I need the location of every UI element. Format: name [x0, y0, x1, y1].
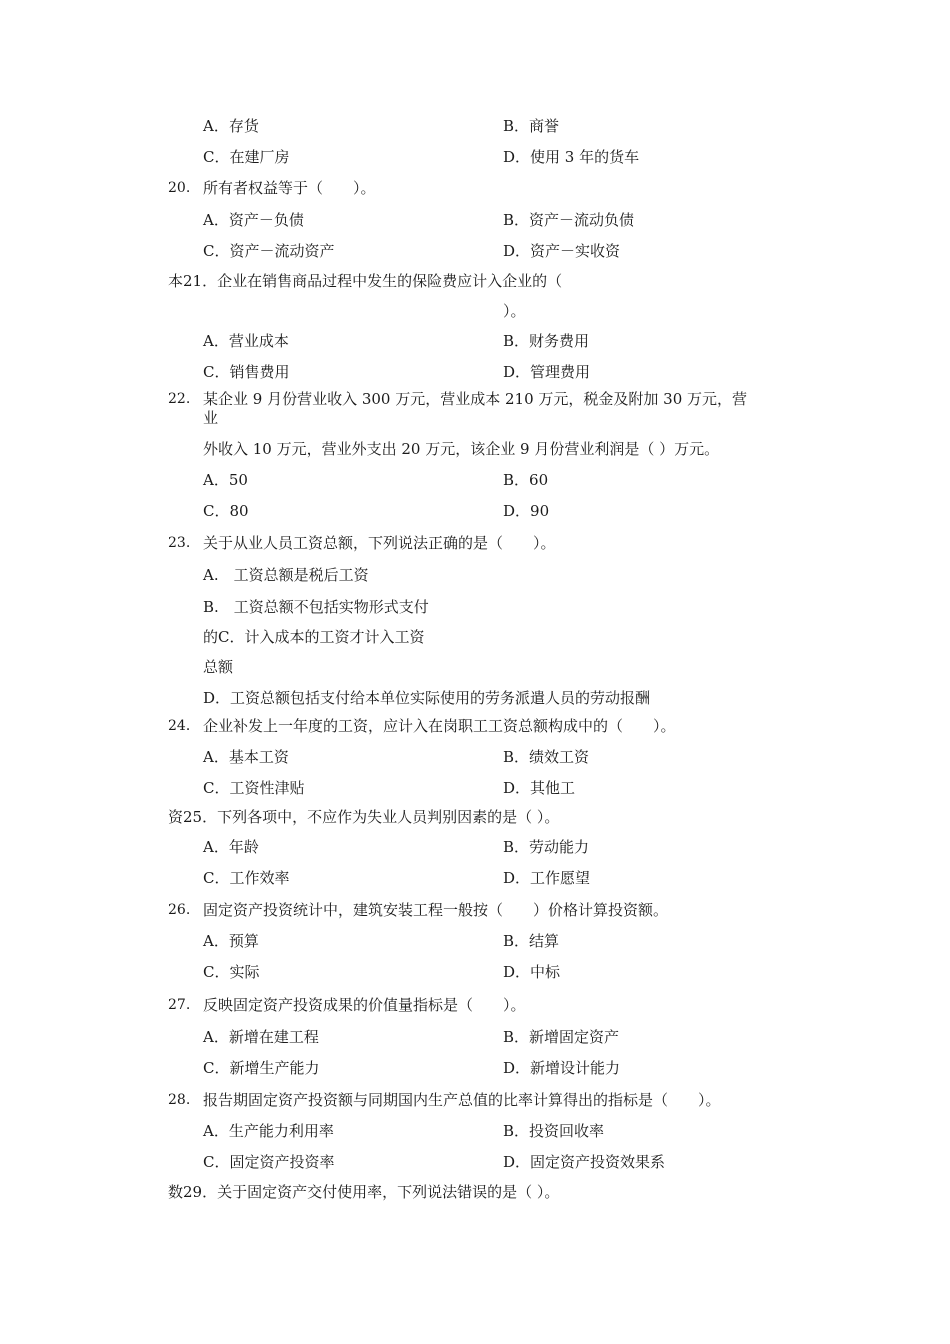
q26-option-b: B．结算: [503, 932, 560, 950]
q21-option-d: D．管理费用: [503, 363, 591, 381]
q25-option-b: B．劳动能力: [503, 838, 590, 856]
q19-option-b: B．商誉: [503, 117, 560, 135]
q27-option-d: D．新增设计能力: [503, 1059, 621, 1077]
q22-option-d: D．90: [503, 502, 550, 520]
q22-option-a: A．50: [203, 471, 248, 489]
q21-option-a: A．营业成本: [203, 332, 289, 350]
q24-option-c: C．工资性津贴: [203, 779, 305, 797]
q20-option-a: A．资产－负债: [203, 211, 304, 229]
q24-option-a: A．基本工资: [203, 748, 289, 766]
q24-number: 24．: [168, 718, 200, 734]
q27-option-a: A．新增在建工程: [203, 1028, 319, 1046]
q27-number: 27.: [168, 997, 191, 1013]
q20-stem: 所有者权益等于（ ）。: [203, 179, 376, 197]
q25-option-d: D．工作愿望: [503, 869, 591, 887]
q28-stem: 报告期固定资产投资额与同期国内生产总值的比率计算得出的指标是（ ）。: [203, 1091, 721, 1109]
q22-stem-line1-wrap: 业: [203, 409, 219, 427]
q26-option-a: A．预算: [203, 932, 259, 950]
q29-stem: 数29．关于固定资产交付使用率，下列说法错误的是（ ）。: [168, 1183, 560, 1201]
q27-option-b: B．新增固定资产: [503, 1028, 620, 1046]
q28-option-b: B．投资回收率: [503, 1122, 605, 1140]
q28-number: 28.: [168, 1092, 191, 1108]
q25-stem: 资25．下列各项中，不应作为失业人员判别因素的是（ ）。: [168, 808, 560, 826]
q26-number: 26.: [168, 902, 191, 918]
q22-stem-line1: 某企业 9 月份营业收入 300 万元，营业成本 210 万元，税金及附加 30 万元，营: [203, 390, 748, 408]
q22-stem-line2: 外收入 10 万元，营业外支出 20 万元，该企业 9 月份营业利润是（ ）万元。: [203, 440, 720, 458]
q28-option-a: A．生产能力利用率: [203, 1122, 334, 1140]
q23-option-c: 的C．计入成本的工资才计入工资: [203, 628, 425, 646]
q23-option-a: A. 工资总额是税后工资: [203, 566, 369, 584]
q21-option-b: B．财务费用: [503, 332, 590, 350]
q23-option-b: B. 工资总额不包括实物形式支付: [203, 598, 429, 616]
q24-stem: 企业补发上一年度的工资，应计入在岗职工工资总额构成中的（ ）。: [203, 717, 676, 735]
q19-option-d: D．使用 3 年的货车: [503, 148, 640, 166]
q27-stem: 反映固定资产投资成果的价值量指标是（ ）。: [203, 996, 526, 1014]
q20-option-d: D．资产－实收资: [503, 242, 621, 260]
q23-option-d: D．工资总额包括支付给本单位实际使用的劳务派遣人员的劳动报酬: [203, 689, 651, 707]
q24-option-b: B．绩效工资: [503, 748, 590, 766]
q28-option-d: D．固定资产投资效果系: [503, 1153, 666, 1171]
q22-option-b: B．60: [503, 471, 549, 489]
q24-option-d: D．其他工: [503, 779, 576, 797]
q20-number: 20.: [168, 180, 191, 196]
q21-stem: 本21．企业在销售商品过程中发生的保险费应计入企业的（: [168, 272, 563, 290]
q20-option-b: B．资产－流动负债: [503, 211, 635, 229]
q23-option-c-wrap: 总额: [203, 658, 234, 676]
q19-option-a: A．存货: [203, 117, 259, 135]
q22-number: 22.: [168, 391, 191, 407]
q27-option-c: C．新增生产能力: [203, 1059, 320, 1077]
q23-stem: 关于从业人员工资总额，下列说法正确的是（ ）。: [203, 534, 556, 552]
q22-option-c: C．80: [203, 502, 249, 520]
q25-option-c: C．工作效率: [203, 869, 290, 887]
q26-stem: 固定资产投资统计中，建筑安装工程一般按（ ）价格计算投资额。: [203, 901, 669, 919]
q26-option-d: D．中标: [503, 963, 561, 981]
q25-option-a: A．年龄: [203, 838, 259, 856]
q20-option-c: C．资产－流动资产: [203, 242, 335, 260]
q21-stem-end: ）。: [503, 302, 526, 320]
q23-number: 23.: [168, 535, 191, 551]
q26-option-c: C．实际: [203, 963, 260, 981]
q21-option-c: C．销售费用: [203, 363, 290, 381]
q28-option-c: C．固定资产投资率: [203, 1153, 335, 1171]
q19-option-c: C．在建厂房: [203, 148, 290, 166]
